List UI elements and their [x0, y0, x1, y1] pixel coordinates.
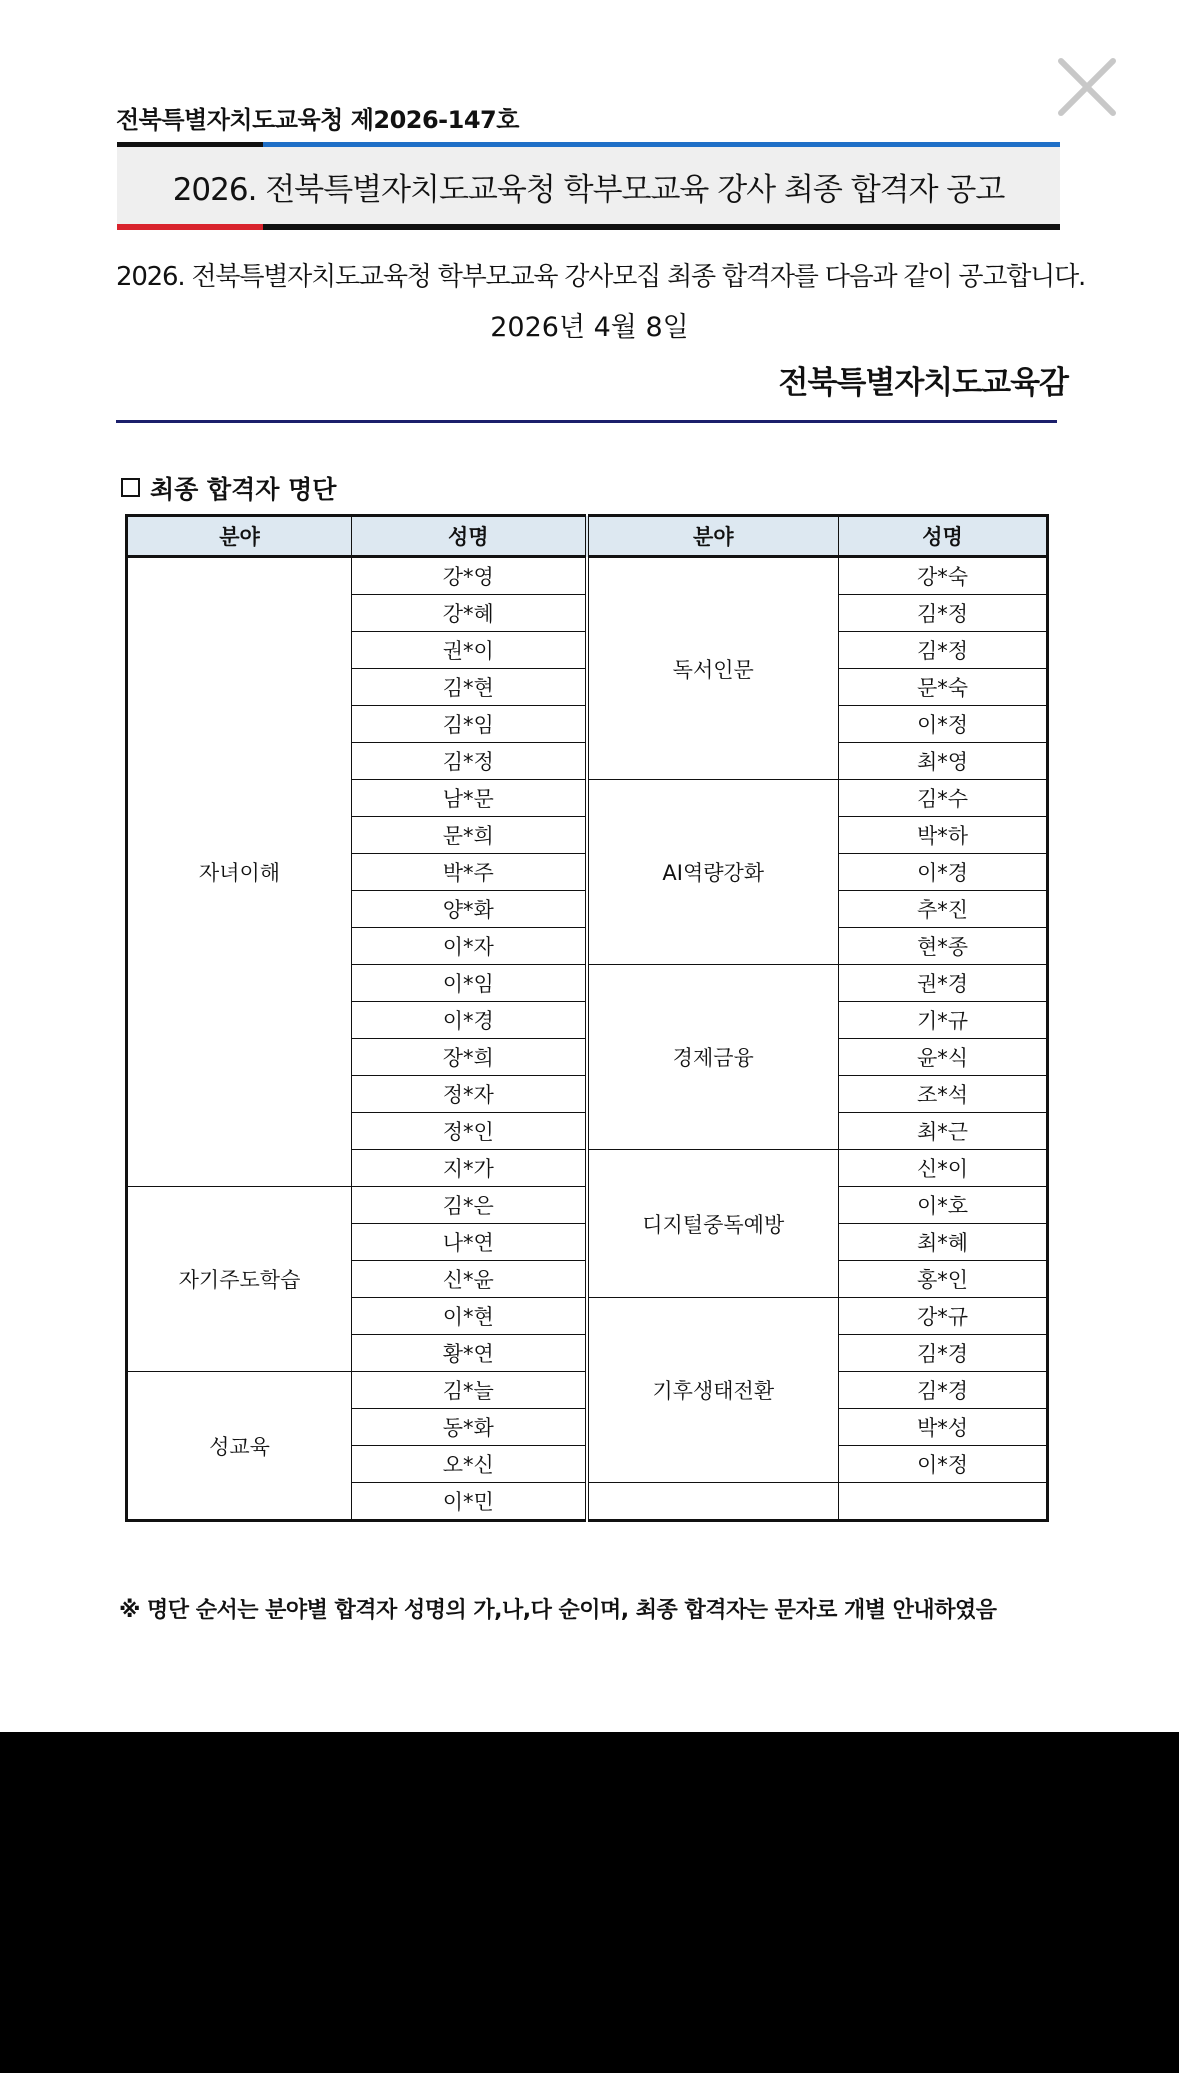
name-cell: 이*자 [352, 928, 587, 965]
name-cell: 문*숙 [839, 669, 1048, 706]
intro-text: 2026. 전북특별자치도교육청 학부모교육 강사모집 최종 합격자를 다음과 같이 공고합니다. [116, 262, 1086, 292]
name-cell: 추*진 [839, 891, 1048, 928]
name-cell: 박*주 [352, 854, 587, 891]
roster-body [127, 557, 1048, 1521]
header-field-left: 분야 [127, 516, 352, 557]
name-cell: 양*화 [352, 891, 587, 928]
name-cell: 신*이 [839, 1150, 1048, 1187]
footnote: ※ 명단 순서는 분야별 합격자 성명의 가,나,다 순이며, 최종 합격자는 문자로 개별 안내하였음 [119, 1598, 997, 1623]
name-cell: 정*자 [352, 1076, 587, 1113]
name-cell: 권*경 [839, 965, 1048, 1002]
name-cell: 박*성 [839, 1409, 1048, 1446]
name-cell: 권*이 [352, 632, 587, 669]
checkbox-square-icon [121, 478, 140, 497]
name-cell: 오*신 [352, 1446, 587, 1483]
table-row [127, 557, 1048, 595]
name-cell [839, 1483, 1048, 1521]
name-cell: 김*늘 [352, 1372, 587, 1409]
name-cell: 김*임 [352, 706, 587, 743]
name-cell: 홍*인 [839, 1261, 1048, 1298]
section-title [121, 470, 336, 506]
name-cell: 이*호 [839, 1187, 1048, 1224]
title-banner [117, 142, 1060, 230]
name-cell: 신*윤 [352, 1261, 587, 1298]
field-cell: 자기주도학습 [127, 1187, 352, 1372]
name-cell: 박*하 [839, 817, 1048, 854]
field-cell: AI역량강화 [587, 780, 839, 965]
name-cell: 이*경 [352, 1002, 587, 1039]
name-cell: 지*가 [352, 1150, 587, 1187]
name-cell: 이*현 [352, 1298, 587, 1335]
name-cell: 강*영 [352, 557, 587, 595]
notice-date: 2026년 4월 8일 [490, 312, 689, 343]
header-name-right: 성명 [839, 516, 1048, 557]
name-cell: 이*경 [839, 854, 1048, 891]
name-cell: 김*경 [839, 1335, 1048, 1372]
name-cell: 조*석 [839, 1076, 1048, 1113]
name-cell: 남*문 [352, 780, 587, 817]
header-name-left: 성명 [352, 516, 587, 557]
field-cell: 독서인문 [587, 557, 839, 780]
field-cell: 경제금융 [587, 965, 839, 1150]
field-cell: 자녀이해 [127, 557, 352, 1187]
name-cell: 최*혜 [839, 1224, 1048, 1261]
notice-number: 전북특별자치도교육청 제2026-147호 [116, 106, 519, 134]
name-cell: 현*종 [839, 928, 1048, 965]
name-cell: 문*희 [352, 817, 587, 854]
name-cell: 김*은 [352, 1187, 587, 1224]
title-top-rule [117, 142, 1060, 147]
title-bottom-rule [117, 224, 1060, 230]
name-cell: 황*연 [352, 1335, 587, 1372]
notice-title: 2026. 전북특별자치도교육청 학부모교육 강사 최종 합격자 공고 [172, 172, 1005, 208]
name-cell: 장*희 [352, 1039, 587, 1076]
name-cell: 기*규 [839, 1002, 1048, 1039]
issuer-name: 전북특별자치도교육감 [778, 365, 1068, 401]
name-cell: 최*근 [839, 1113, 1048, 1150]
name-cell: 김*경 [839, 1372, 1048, 1409]
field-cell: 성교육 [127, 1372, 352, 1521]
name-cell: 김*정 [352, 743, 587, 780]
name-cell: 이*정 [839, 1446, 1048, 1483]
header-field-right: 분야 [587, 516, 839, 557]
field-cell: 디지털중독예방 [587, 1150, 839, 1298]
name-cell: 김*정 [839, 595, 1048, 632]
field-cell: 기후생태전환 [587, 1298, 839, 1483]
divider [116, 420, 1057, 423]
name-cell: 이*임 [352, 965, 587, 1002]
name-cell: 김*수 [839, 780, 1048, 817]
name-cell: 이*민 [352, 1483, 587, 1521]
name-cell: 정*인 [352, 1113, 587, 1150]
close-icon[interactable] [1055, 55, 1119, 119]
section-title-label: 최종 합격자 명단 [150, 475, 337, 504]
table-header-row [127, 516, 1048, 557]
name-cell: 김*정 [839, 632, 1048, 669]
name-cell: 최*영 [839, 743, 1048, 780]
name-cell: 윤*식 [839, 1039, 1048, 1076]
roster-table [125, 514, 1049, 1522]
field-cell [587, 1483, 839, 1521]
name-cell: 김*현 [352, 669, 587, 706]
name-cell: 강*규 [839, 1298, 1048, 1335]
name-cell: 나*연 [352, 1224, 587, 1261]
name-cell: 강*숙 [839, 557, 1048, 595]
name-cell: 이*정 [839, 706, 1048, 743]
name-cell: 동*화 [352, 1409, 587, 1446]
name-cell: 강*혜 [352, 595, 587, 632]
